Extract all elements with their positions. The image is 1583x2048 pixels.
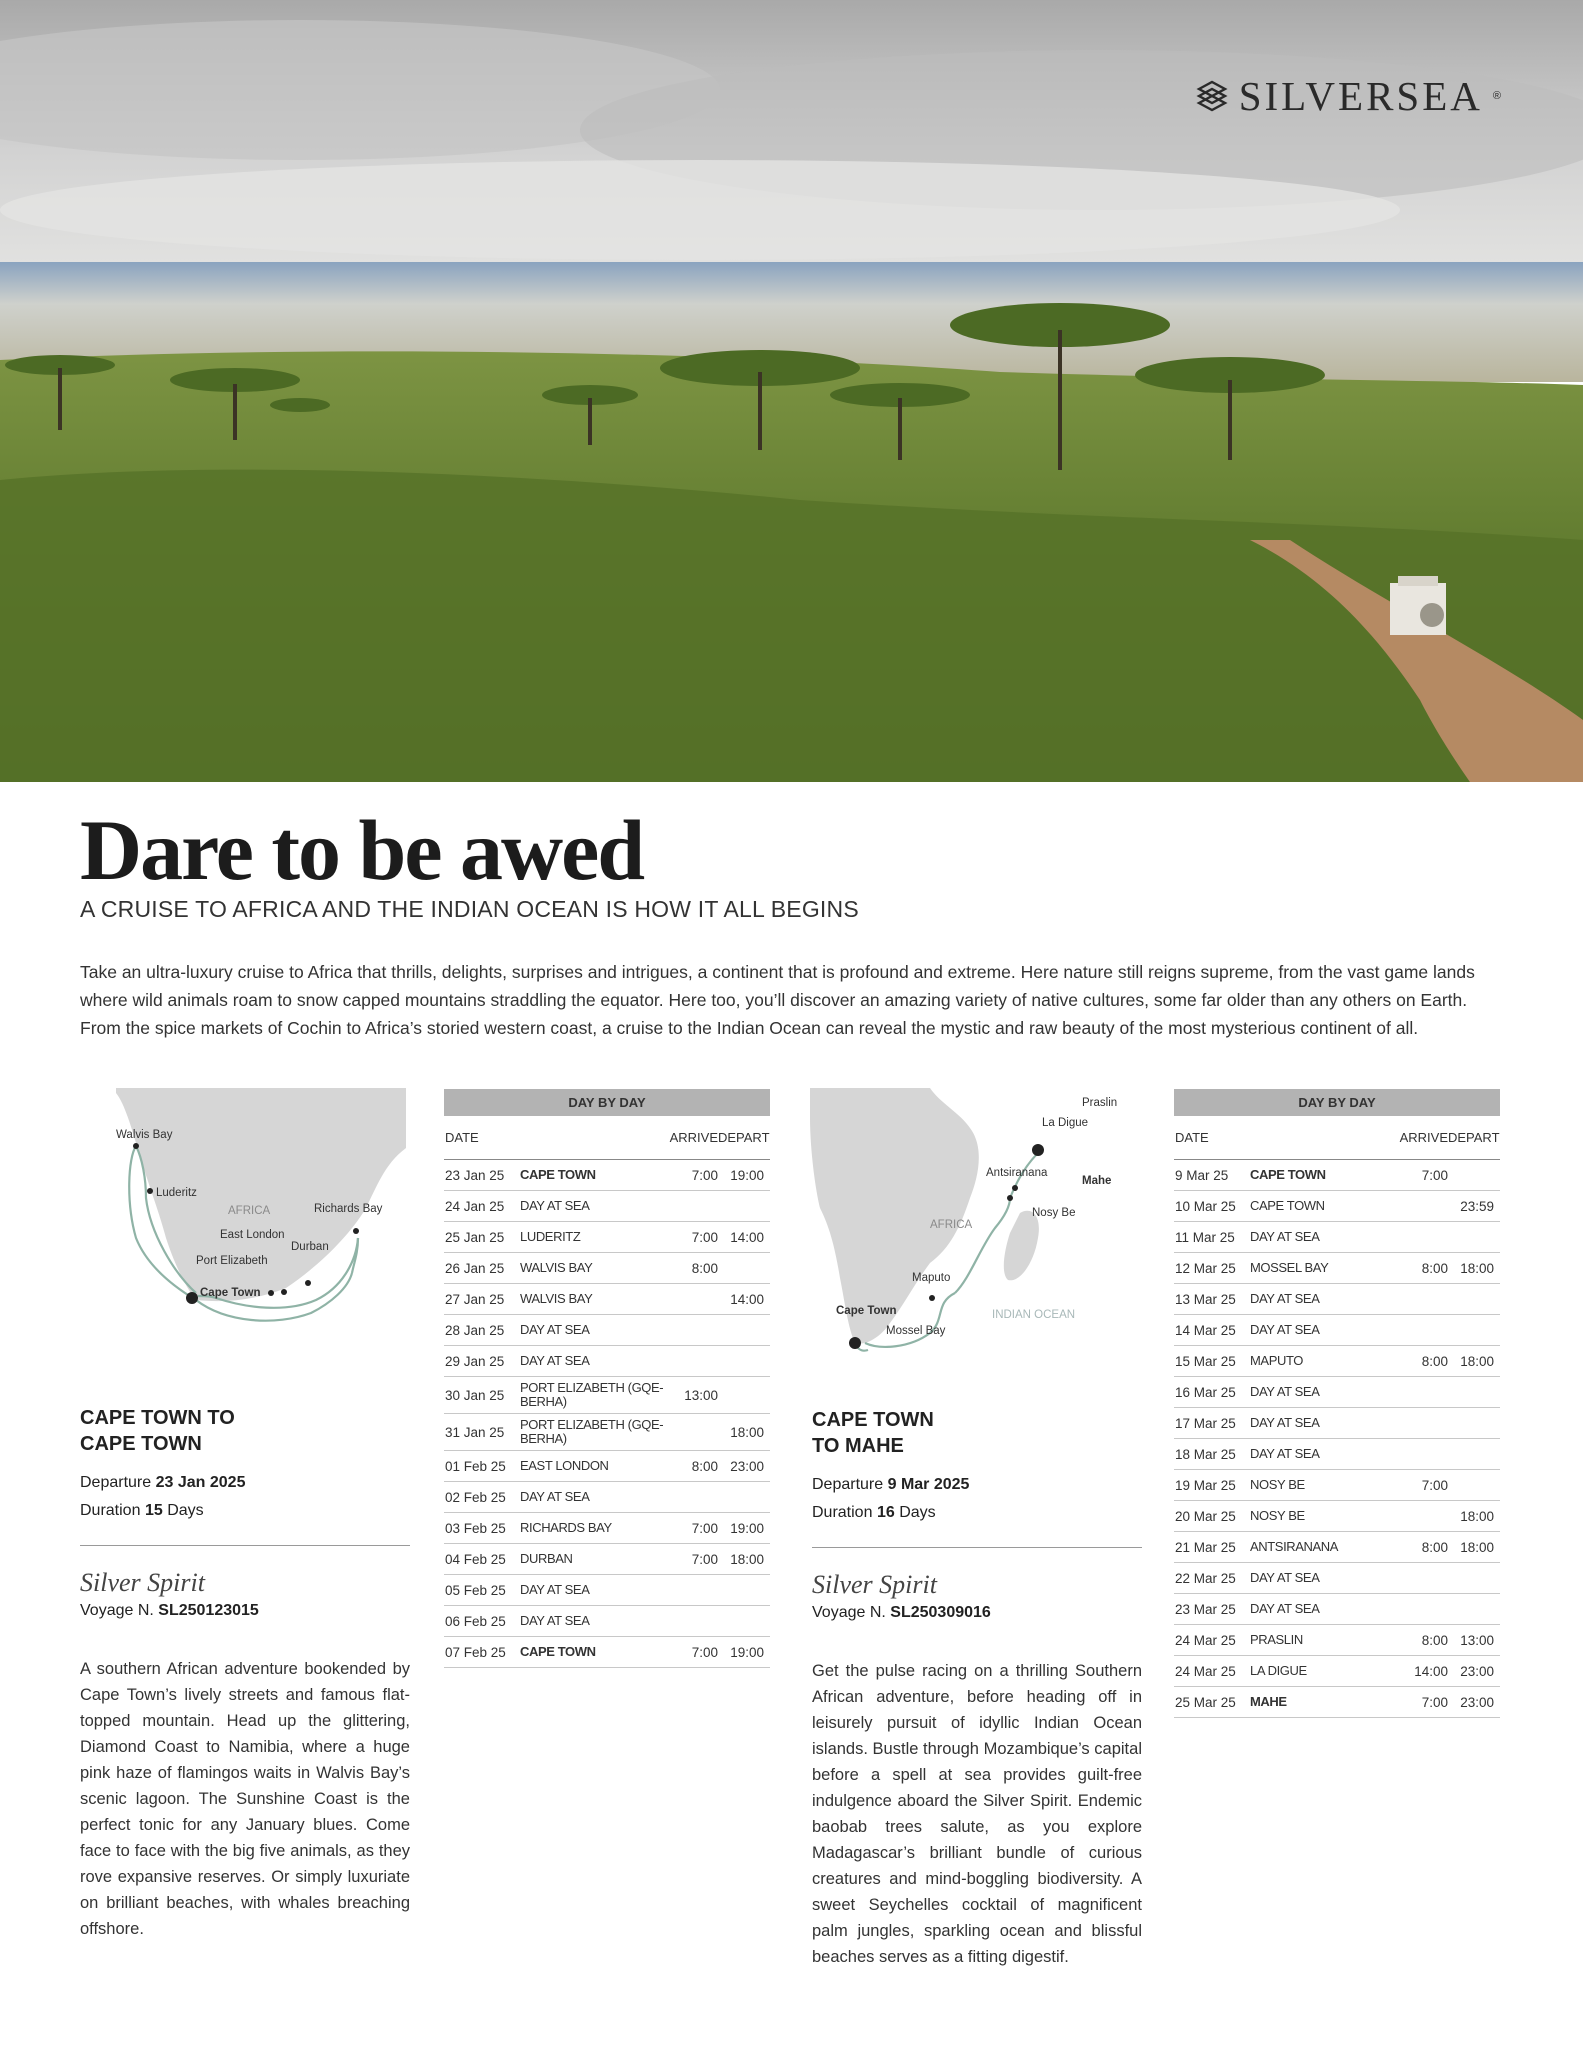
table-row: [1174, 1346, 1500, 1377]
table-row: [1174, 1222, 1500, 1253]
table-row: [1174, 1253, 1500, 1284]
voyage-number-line: [80, 1602, 410, 1620]
table-row: [444, 1544, 770, 1575]
map-label-africa: AFRICA: [228, 1205, 271, 1217]
voyage-label: Voyage N.: [80, 1602, 154, 1619]
row-date: 25 Mar 25: [1175, 1694, 1236, 1710]
voyage-title-line1: CAPE TOWN TO: [80, 1407, 235, 1429]
voyage-summary-1: [80, 1405, 410, 1942]
table-row: [444, 1377, 770, 1414]
row-date: 31 Jan 25: [445, 1424, 505, 1440]
col-arrive: ARRIVE: [669, 1130, 718, 1145]
duration-label: Duration: [80, 1502, 141, 1519]
row-date: 24 Mar 25: [1175, 1632, 1236, 1648]
row-port: RICHARDS BAY: [520, 1520, 612, 1535]
map-label-richards-bay: Richards Bay: [314, 1203, 383, 1215]
voyage-label: Voyage N.: [812, 1604, 886, 1621]
row-date: 13 Mar 25: [1175, 1291, 1236, 1307]
duration-label: Duration: [812, 1504, 873, 1521]
table-row: [444, 1513, 770, 1544]
col-date: DATE: [445, 1130, 479, 1145]
table-row: [1174, 1470, 1500, 1501]
row-port: MAPUTO: [1250, 1353, 1303, 1368]
brand-name: SILVERSEA: [1238, 73, 1483, 119]
row-date: 15 Mar 25: [1175, 1353, 1236, 1369]
itinerary-table-2: [1174, 1089, 1500, 1718]
row-depart: 23:59: [1460, 1198, 1494, 1214]
subheadline: A CRUISE TO AFRICA AND THE INDIAN OCEAN IS HOW IT ALL BEGINS: [80, 896, 859, 922]
table-row: [1174, 1563, 1500, 1594]
row-depart: 18:00: [1460, 1539, 1494, 1555]
duration-value: 15: [144, 1502, 163, 1519]
row-arrive: 7:00: [691, 1644, 718, 1660]
row-date: 23 Mar 25: [1175, 1601, 1236, 1617]
voyage-description: Get the pulse racing on a thrilling Southern African adventure, before heading off in leisurely pursuit of idyllic Indian Ocean islands. Bustle through Mozambique’s capital before a spell at sea provides guilt-free indulgence aboard the Silver Spirit. Endemic baobab trees salute, as you explore Madagascar’s brilliant bundle of curious creatures and mind-boggling biodiversity. A sweet Seychelles cocktail of magnificent palm jungles, sparkling ocean and blissful beaches serves as a fitting digestif.: [812, 1662, 1142, 1966]
voyage-title-line1: CAPE TOWN: [812, 1409, 934, 1431]
row-date: 24 Jan 25: [445, 1198, 505, 1214]
row-depart: 13:00: [1460, 1632, 1494, 1648]
table-row: [1174, 1315, 1500, 1346]
row-port: WALVIS BAY: [520, 1260, 593, 1275]
row-date: 07 Feb 25: [445, 1644, 506, 1660]
table-row: [1174, 1594, 1500, 1625]
row-depart: 19:00: [730, 1520, 764, 1536]
table-row: [444, 1191, 770, 1222]
row-port: DAY AT SEA: [520, 1353, 590, 1368]
table-row: [1174, 1501, 1500, 1532]
departure-line: [812, 1473, 1142, 1497]
row-port: DURBAN: [520, 1551, 573, 1566]
row-date: 27 Jan 25: [445, 1291, 505, 1307]
row-depart: 18:00: [730, 1551, 764, 1567]
table-row: [444, 1451, 770, 1482]
row-port: MOSSEL BAY: [1250, 1260, 1329, 1275]
route-map-cape-town-round-trip: [116, 1088, 406, 1338]
silversea-logo: [1195, 72, 1501, 120]
row-port: DAY AT SEA: [1250, 1446, 1320, 1461]
row-port: DAY AT SEA: [1250, 1229, 1320, 1244]
table-header: DAY BY DAY: [444, 1089, 770, 1116]
row-date: 12 Mar 25: [1175, 1260, 1236, 1276]
row-date: 17 Mar 25: [1175, 1415, 1236, 1431]
row-port: DAY AT SEA: [520, 1198, 590, 1213]
col-depart: DEPART: [1448, 1130, 1500, 1145]
row-port: ANTSIRANANA: [1250, 1539, 1339, 1554]
row-date: 29 Jan 25: [445, 1353, 505, 1369]
row-depart: 14:00: [730, 1291, 764, 1307]
row-depart: 18:00: [1460, 1508, 1494, 1524]
table-row: [444, 1284, 770, 1315]
row-date: 19 Mar 25: [1175, 1477, 1236, 1493]
voyage-number: SL250309016: [890, 1604, 991, 1621]
row-port: DAY AT SEA: [1250, 1570, 1320, 1585]
table-row: [1174, 1532, 1500, 1563]
map-africa-indian-ocean: [810, 1088, 1130, 1368]
map-label-mossel-bay: Mossel Bay: [886, 1325, 946, 1337]
row-date: 04 Feb 25: [445, 1551, 506, 1567]
hero-image: [0, 0, 1583, 782]
voyage-number: SL250123015: [158, 1602, 259, 1619]
row-date: 28 Jan 25: [445, 1322, 505, 1338]
row-arrive: 8:00: [1421, 1539, 1448, 1555]
row-arrive: 7:00: [691, 1551, 718, 1567]
row-arrive: 7:00: [1421, 1167, 1448, 1183]
row-depart: 19:00: [730, 1644, 764, 1660]
table-row: [444, 1637, 770, 1668]
departure-line: [80, 1471, 410, 1495]
table-column-headers: [1174, 1116, 1500, 1160]
row-port: PORT ELIZABETH (GQE-BERHA): [520, 1417, 664, 1446]
table-row: [444, 1575, 770, 1606]
map-label-antsiranana: Antsiranana: [986, 1167, 1048, 1179]
row-depart: 19:00: [730, 1167, 764, 1183]
intro-paragraph: Take an ultra-luxury cruise to Africa that thrills, delights, surprises and intrigues, a continent that is profound and extreme. Here nature still reigns supreme, from the vast game lands where wild animals roam to snow capped mountains straddling the equator. Here too, you’ll discover an amazing variety of native cultures, some far older than any others on Earth. From the spice markets of Cochin to Africa’s storied western coast, a cruise to the Indian Ocean can reveal the mystic and raw beauty of the most mysterious continent of all.: [80, 962, 1475, 1038]
voyage-title: [80, 1405, 410, 1457]
row-depart: 23:00: [1460, 1694, 1494, 1710]
row-date: 05 Feb 25: [445, 1582, 506, 1598]
col-date: DATE: [1175, 1130, 1209, 1145]
row-arrive: 7:00: [691, 1520, 718, 1536]
map-label-port-elizabeth: Port Elizabeth: [196, 1255, 268, 1267]
row-depart: 23:00: [730, 1458, 764, 1474]
duration-line: [80, 1499, 410, 1523]
row-date: 06 Feb 25: [445, 1613, 506, 1629]
row-arrive: 8:00: [1421, 1353, 1448, 1369]
table-row: [444, 1414, 770, 1451]
table-row: [444, 1160, 770, 1191]
map-label-maputo: Maputo: [912, 1272, 951, 1284]
row-depart: 23:00: [1460, 1663, 1494, 1679]
table-row: [1174, 1191, 1500, 1222]
row-port: DAY AT SEA: [1250, 1291, 1320, 1306]
row-date: 11 Mar 25: [1175, 1229, 1235, 1245]
row-port: DAY AT SEA: [1250, 1415, 1320, 1430]
row-arrive: 13:00: [684, 1387, 718, 1403]
duration-value: 16: [876, 1504, 895, 1521]
row-port: LA DIGUE: [1250, 1663, 1307, 1678]
voyage-title-line2: TO MAHE: [812, 1435, 904, 1457]
row-port: DAY AT SEA: [520, 1582, 590, 1597]
row-date: 18 Mar 25: [1175, 1446, 1236, 1462]
row-port: LUDERITZ: [520, 1229, 581, 1244]
table-row: [1174, 1439, 1500, 1470]
departure-label: Departure: [812, 1476, 884, 1493]
map-label-cape-town: Cape Town: [200, 1287, 261, 1299]
row-arrive: 14:00: [1414, 1663, 1448, 1679]
voyage-title: [812, 1407, 1142, 1459]
row-date: 01 Feb 25: [445, 1458, 506, 1474]
voyage-summary-2: [812, 1407, 1142, 1970]
ship-name: Silver Spirit: [812, 1570, 937, 1599]
table-row: [444, 1253, 770, 1284]
row-port: PORT ELIZABETH (GQE-BERHA): [520, 1380, 664, 1409]
row-date: 26 Jan 25: [445, 1260, 505, 1276]
row-arrive: 7:00: [1421, 1477, 1448, 1493]
row-arrive: 7:00: [1421, 1694, 1448, 1710]
row-depart: 18:00: [1460, 1260, 1494, 1276]
row-date: 14 Mar 25: [1175, 1322, 1236, 1338]
row-date: 22 Mar 25: [1175, 1570, 1236, 1586]
ship-name: Silver Spirit: [80, 1568, 205, 1597]
table-row: [1174, 1284, 1500, 1315]
row-arrive: 8:00: [1421, 1260, 1448, 1276]
row-port: DAY AT SEA: [1250, 1384, 1320, 1399]
map-label-cape-town-2: Cape Town: [836, 1305, 897, 1317]
row-date: 16 Mar 25: [1175, 1384, 1236, 1400]
row-port: CAPE TOWN: [520, 1167, 596, 1182]
map-label-praslin: Praslin: [1082, 1097, 1118, 1109]
departure-date: 23 Jan 2025: [155, 1474, 246, 1491]
table-row: [444, 1606, 770, 1637]
row-port: NOSY BE: [1250, 1508, 1305, 1523]
row-date: 30 Jan 25: [445, 1387, 505, 1403]
map-label-nosy-be: Nosy Be: [1032, 1207, 1076, 1219]
divider: [80, 1545, 410, 1546]
row-port: DAY AT SEA: [520, 1489, 590, 1504]
col-depart: DEPART: [718, 1130, 770, 1145]
row-port: MAHE: [1250, 1694, 1287, 1709]
row-depart: 14:00: [730, 1229, 764, 1245]
map-label-walvis-bay: Walvis Bay: [116, 1129, 173, 1141]
row-port: CAPE TOWN: [1250, 1198, 1325, 1213]
row-depart: 18:00: [730, 1424, 764, 1440]
row-date: 20 Mar 25: [1175, 1508, 1236, 1524]
table-row: [1174, 1687, 1500, 1718]
row-date: 23 Jan 25: [445, 1167, 505, 1183]
map-label-la-digue: La Digue: [1042, 1117, 1089, 1129]
table-row: [1174, 1656, 1500, 1687]
map-label-africa-2: AFRICA: [930, 1219, 973, 1231]
table-column-headers: [444, 1116, 770, 1160]
row-port: PRASLIN: [1250, 1632, 1303, 1647]
table-rows: [1174, 1160, 1500, 1718]
row-date: 03 Feb 25: [445, 1520, 506, 1536]
row-date: 21 Mar 25: [1175, 1539, 1236, 1555]
brand-registered-mark: ®: [1492, 90, 1501, 102]
table-row: [444, 1315, 770, 1346]
row-arrive: 8:00: [1421, 1632, 1448, 1648]
row-arrive: 7:00: [691, 1229, 718, 1245]
row-arrive: 8:00: [691, 1458, 718, 1474]
duration-line: [812, 1501, 1142, 1525]
row-date: 9 Mar 25: [1175, 1167, 1229, 1183]
departure-date: 9 Mar 2025: [887, 1476, 970, 1493]
voyage-description: A southern African adventure bookended by Cape Town’s lively streets and famous flat-topped mountain. Head up the glittering, Diamond Coast to Namibia, where a huge pink haze of flamingos waits in Walvis Bay’s scenic lagoon. The Sunshine Coast is the perfect tonic for any January blues. Come face to face with the big five animals, as they rove expansive reserves. Or simply luxuriate on brilliant beaches, with whales breaching offshore.: [80, 1660, 410, 1938]
row-date: 02 Feb 25: [445, 1489, 506, 1505]
table-header: DAY BY DAY: [1174, 1089, 1500, 1116]
table-row: [1174, 1377, 1500, 1408]
duration-unit: Days: [899, 1504, 936, 1521]
row-port: NOSY BE: [1250, 1477, 1305, 1492]
row-depart: 18:00: [1460, 1353, 1494, 1369]
divider: [812, 1547, 1142, 1548]
departure-label: Departure: [80, 1474, 152, 1491]
row-port: DAY AT SEA: [1250, 1322, 1320, 1337]
row-port: CAPE TOWN: [520, 1644, 596, 1659]
voyage-number-line: [812, 1604, 1142, 1622]
row-date: 24 Mar 25: [1175, 1663, 1236, 1679]
map-label-luderitz: Luderitz: [156, 1187, 197, 1199]
table-row: [444, 1482, 770, 1513]
row-arrive: 8:00: [691, 1260, 718, 1276]
row-date: 10 Mar 25: [1175, 1198, 1236, 1214]
row-date: 25 Jan 25: [445, 1229, 505, 1245]
row-port: CAPE TOWN: [1250, 1167, 1326, 1182]
table-row: [1174, 1408, 1500, 1439]
itinerary-table-1: [444, 1089, 770, 1668]
table-row: [444, 1222, 770, 1253]
table-row: [1174, 1160, 1500, 1191]
headline: Dare to be awed: [80, 802, 644, 898]
row-arrive: 7:00: [691, 1167, 718, 1183]
row-port: DAY AT SEA: [520, 1322, 590, 1337]
duration-unit: Days: [167, 1502, 204, 1519]
map-label-durban: Durban: [291, 1241, 329, 1253]
map-label-indian-ocean: INDIAN OCEAN: [992, 1309, 1076, 1321]
row-port: DAY AT SEA: [1250, 1601, 1320, 1616]
voyage-title-line2: CAPE TOWN: [80, 1433, 202, 1455]
map-label-east-london: East London: [220, 1229, 285, 1241]
row-port: WALVIS BAY: [520, 1291, 593, 1306]
map-label-mahe: Mahe: [1082, 1175, 1112, 1187]
route-map-cape-town-to-mahe: [810, 1088, 1130, 1368]
table-row: [1174, 1625, 1500, 1656]
table-row: [444, 1346, 770, 1377]
row-port: DAY AT SEA: [520, 1613, 590, 1628]
map-southern-africa: [116, 1088, 406, 1338]
table-rows: [444, 1160, 770, 1668]
silversea-emblem-icon: [1195, 79, 1229, 113]
col-arrive: ARRIVE: [1399, 1130, 1448, 1145]
row-port: EAST LONDON: [520, 1458, 609, 1473]
